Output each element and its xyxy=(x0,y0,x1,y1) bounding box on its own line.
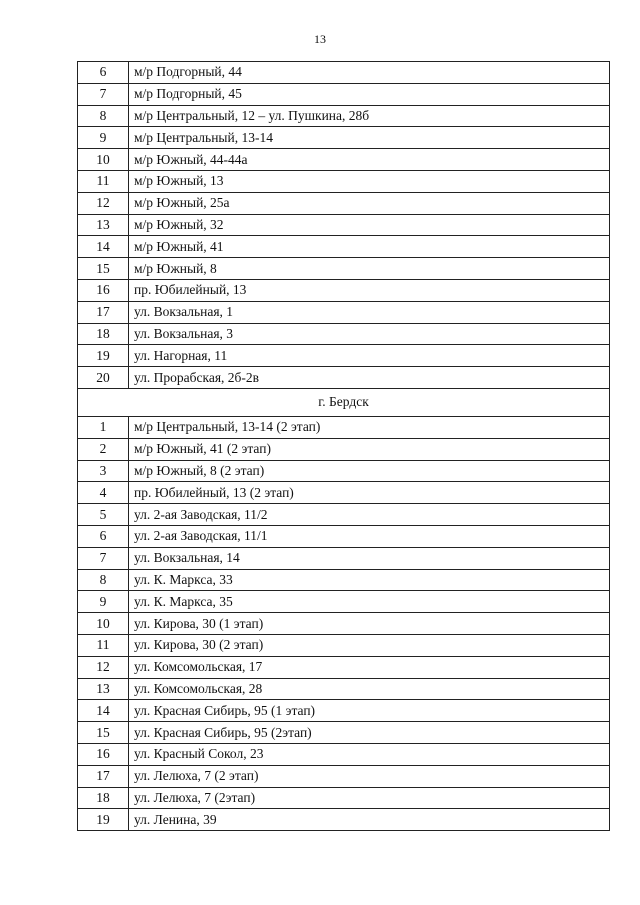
address-cell: ул. Прорабская, 2б-2в xyxy=(129,367,610,389)
address-list-part-1 xyxy=(78,62,610,389)
row-number: 10 xyxy=(78,149,129,171)
table-row xyxy=(78,809,610,831)
row-number: 15 xyxy=(78,722,129,744)
row-number: 6 xyxy=(78,62,129,84)
row-number: 3 xyxy=(78,460,129,482)
row-number: 17 xyxy=(78,301,129,323)
table-row xyxy=(78,301,610,323)
table-row xyxy=(78,700,610,722)
address-cell: ул. К. Маркса, 35 xyxy=(129,591,610,613)
row-number: 12 xyxy=(78,192,129,214)
address-cell: ул. Лелюха, 7 (2этап) xyxy=(129,787,610,809)
address-cell: ул. Красная Сибирь, 95 (2этап) xyxy=(129,722,610,744)
row-number: 14 xyxy=(78,236,129,258)
row-number: 9 xyxy=(78,127,129,149)
row-number: 4 xyxy=(78,482,129,504)
address-cell: ул. Красный Сокол, 23 xyxy=(129,743,610,765)
address-cell: ул. К. Маркса, 33 xyxy=(129,569,610,591)
row-number: 20 xyxy=(78,367,129,389)
row-number: 9 xyxy=(78,591,129,613)
row-number: 18 xyxy=(78,787,129,809)
address-cell: м/р Южный, 13 xyxy=(129,170,610,192)
address-table xyxy=(77,61,610,831)
row-number: 19 xyxy=(78,345,129,367)
table-row xyxy=(78,170,610,192)
row-number: 7 xyxy=(78,83,129,105)
table-row xyxy=(78,192,610,214)
table-row xyxy=(78,787,610,809)
table-row xyxy=(78,105,610,127)
row-number: 8 xyxy=(78,569,129,591)
row-number: 10 xyxy=(78,613,129,635)
table-row xyxy=(78,323,610,345)
table-row xyxy=(78,214,610,236)
address-cell: м/р Южный, 8 (2 этап) xyxy=(129,460,610,482)
section-header-group xyxy=(78,388,610,416)
address-cell: пр. Юбилейный, 13 (2 этап) xyxy=(129,482,610,504)
address-cell: м/р Подгорный, 45 xyxy=(129,83,610,105)
address-cell: ул. Ленина, 39 xyxy=(129,809,610,831)
section-title: г. Бердск xyxy=(78,388,610,416)
table-row xyxy=(78,504,610,526)
row-number: 15 xyxy=(78,258,129,280)
table-row xyxy=(78,345,610,367)
address-cell: ул. Нагорная, 11 xyxy=(129,345,610,367)
row-number: 7 xyxy=(78,547,129,569)
table-row xyxy=(78,722,610,744)
row-number: 6 xyxy=(78,525,129,547)
table-row xyxy=(78,367,610,389)
address-cell: м/р Центральный, 13-14 (2 этап) xyxy=(129,416,610,438)
address-cell: ул. Кирова, 30 (1 этап) xyxy=(129,613,610,635)
row-number: 16 xyxy=(78,279,129,301)
table-row xyxy=(78,591,610,613)
table-row xyxy=(78,279,610,301)
address-cell: ул. Красная Сибирь, 95 (1 этап) xyxy=(129,700,610,722)
table-row xyxy=(78,547,610,569)
address-cell: м/р Южный, 8 xyxy=(129,258,610,280)
row-number: 2 xyxy=(78,438,129,460)
row-number: 11 xyxy=(78,634,129,656)
row-number: 13 xyxy=(78,214,129,236)
section-header-row xyxy=(78,388,610,416)
table-row xyxy=(78,569,610,591)
address-cell: м/р Южный, 41 xyxy=(129,236,610,258)
address-cell: ул. Кирова, 30 (2 этап) xyxy=(129,634,610,656)
row-number: 13 xyxy=(78,678,129,700)
address-cell: м/р Южный, 25а xyxy=(129,192,610,214)
address-cell: м/р Южный, 44-44а xyxy=(129,149,610,171)
table-row xyxy=(78,525,610,547)
table-row xyxy=(78,613,610,635)
row-number: 14 xyxy=(78,700,129,722)
table-row xyxy=(78,83,610,105)
address-cell: м/р Центральный, 12 – ул. Пушкина, 28б xyxy=(129,105,610,127)
table-row xyxy=(78,634,610,656)
address-cell: ул. 2-ая Заводская, 11/1 xyxy=(129,525,610,547)
table-row xyxy=(78,416,610,438)
row-number: 12 xyxy=(78,656,129,678)
address-cell: ул. Комсомольская, 17 xyxy=(129,656,610,678)
table-row xyxy=(78,743,610,765)
table-row xyxy=(78,656,610,678)
table-row xyxy=(78,127,610,149)
address-cell: м/р Южный, 41 (2 этап) xyxy=(129,438,610,460)
row-number: 1 xyxy=(78,416,129,438)
row-number: 8 xyxy=(78,105,129,127)
row-number: 16 xyxy=(78,743,129,765)
address-cell: ул. Лелюха, 7 (2 этап) xyxy=(129,765,610,787)
table-row xyxy=(78,678,610,700)
table-row xyxy=(78,62,610,84)
row-number: 17 xyxy=(78,765,129,787)
row-number: 11 xyxy=(78,170,129,192)
address-cell: м/р Центральный, 13-14 xyxy=(129,127,610,149)
address-cell: м/р Южный, 32 xyxy=(129,214,610,236)
table-row xyxy=(78,149,610,171)
address-cell: ул. 2-ая Заводская, 11/2 xyxy=(129,504,610,526)
address-cell: ул. Вокзальная, 14 xyxy=(129,547,610,569)
row-number: 18 xyxy=(78,323,129,345)
table-row xyxy=(78,482,610,504)
address-cell: пр. Юбилейный, 13 xyxy=(129,279,610,301)
address-cell: ул. Вокзальная, 3 xyxy=(129,323,610,345)
table-row xyxy=(78,258,610,280)
row-number: 5 xyxy=(78,504,129,526)
table-row xyxy=(78,236,610,258)
table-row xyxy=(78,765,610,787)
page-number: 13 xyxy=(314,32,326,46)
address-cell: ул. Вокзальная, 1 xyxy=(129,301,610,323)
row-number: 19 xyxy=(78,809,129,831)
address-list-part-2 xyxy=(78,416,610,830)
address-cell: м/р Подгорный, 44 xyxy=(129,62,610,84)
address-cell: ул. Комсомольская, 28 xyxy=(129,678,610,700)
table-row xyxy=(78,438,610,460)
table-row xyxy=(78,460,610,482)
